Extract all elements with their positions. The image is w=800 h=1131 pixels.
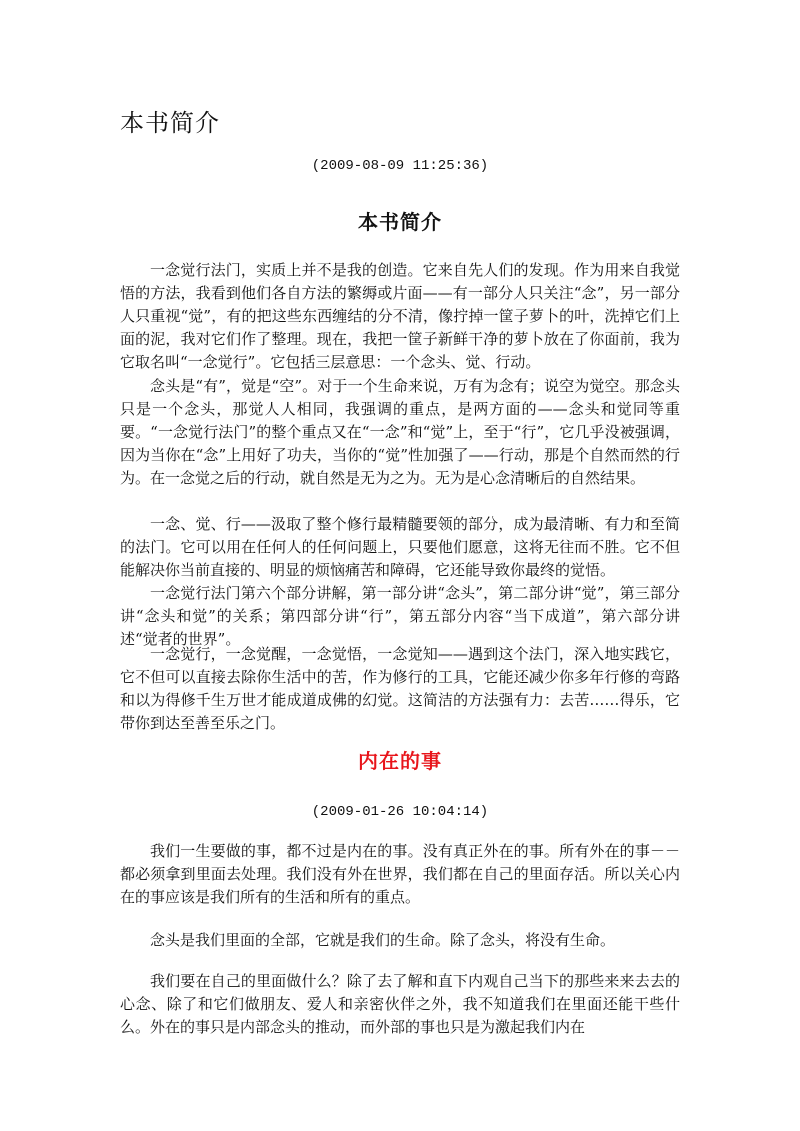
section-1-paragraph-1: 一念觉行法门，实质上并不是我的创造。它来自先人们的发现。作为用来自我觉悟的方法，我看到他们各自方法的繁缛或片面——有一部分人只关注“念”，另一部分人只重视“觉”，有的把这些东西缠结的分不清，像拧掉一筐子萝卜的叶，洗掉它们上面的泥，我对它们作了整理。现在，我把一筐子新鲜干净的萝卜放在了你面前，我为它取名叫“一念觉行”。它包括三层意思：一个念头、觉、行动。	[120, 261, 680, 371]
section-1-paragraph-2: 念头是“有”，觉是“空”。对于一个生命来说，万有为念有；说空为觉空。那念头只是一个念头，那觉人人相同，我强调的重点，是两方面的——念头和觉同等重要。“一念觉行法门”的整个重点又在“一念”和“觉”上，至于“行”，它几乎没被强调，因为当你在“念”上用好了功夫，当你的“觉”性加强了——行动，那是个自然而然的行为。在一念觉之后的行动，就自然是无为之为。无为是心念清晰后的自然结果。	[120, 377, 680, 487]
document-title: 本书简介	[120, 109, 220, 137]
section-2-paragraph-3: 我们要在自己的里面做什么？除了去了解和直下内观自己当下的那些来来去去的心念、除了和它们做朋友、爱人和亲密伙伴之外，我不知道我们在里面还能干些什么。外在的事只是内部念头的推动，而外部的事也只是为激起我们内在	[120, 972, 680, 1036]
section-2-paragraph-1: 我们一生要做的事，都不过是内在的事。没有真正外在的事。所有外在的事－－都必须拿到里面去处理。我们没有外在世界，我们都在自己的里面存活。所以关心内在的事应该是我们所有的生活和所有的重点。	[120, 842, 680, 906]
section-1-date: (2009-08-09 11:25:36)	[311, 158, 489, 174]
section-1-paragraph-4: 一念觉行法门第六个部分讲解，第一部分讲“念头”，第二部分讲“觉”，第三部分讲“念头和觉”的关系；第四部分讲“行”，第五部分内容“当下成道”，第六部分讲述“觉者的世界”。	[120, 584, 680, 648]
section-1-paragraph-5: 一念觉行，一念觉醒，一念觉悟，一念觉知——遇到这个法门，深入地实践它，它不但可以直接去除你生活中的苦，作为修行的工具，它能还减少你多年行修的弯路和以为得修千生万世才能成道成佛的幻觉。这简洁的方法强有力：去苦……得乐，它带你到达至善至乐之门。	[120, 645, 680, 732]
section-2-heading: 内在的事	[358, 749, 442, 773]
section-2-date: (2009-01-26 10:04:14)	[311, 804, 489, 820]
section-1-paragraph-3: 一念、觉、行——汲取了整个修行最精髓要领的部分，成为最清晰、有力和至简的法门。它可以用在任何人的任何问题上，只要他们愿意，这将无往而不胜。它不但能解决你当前直接的、明显的烦恼痛苦和障碍，它还能导致你最终的觉悟。	[120, 515, 680, 579]
section-1-heading: 本书简介	[358, 210, 442, 234]
section-2-paragraph-2: 念头是我们里面的全部，它就是我们的生命。除了念头，将没有生命。	[150, 931, 616, 949]
